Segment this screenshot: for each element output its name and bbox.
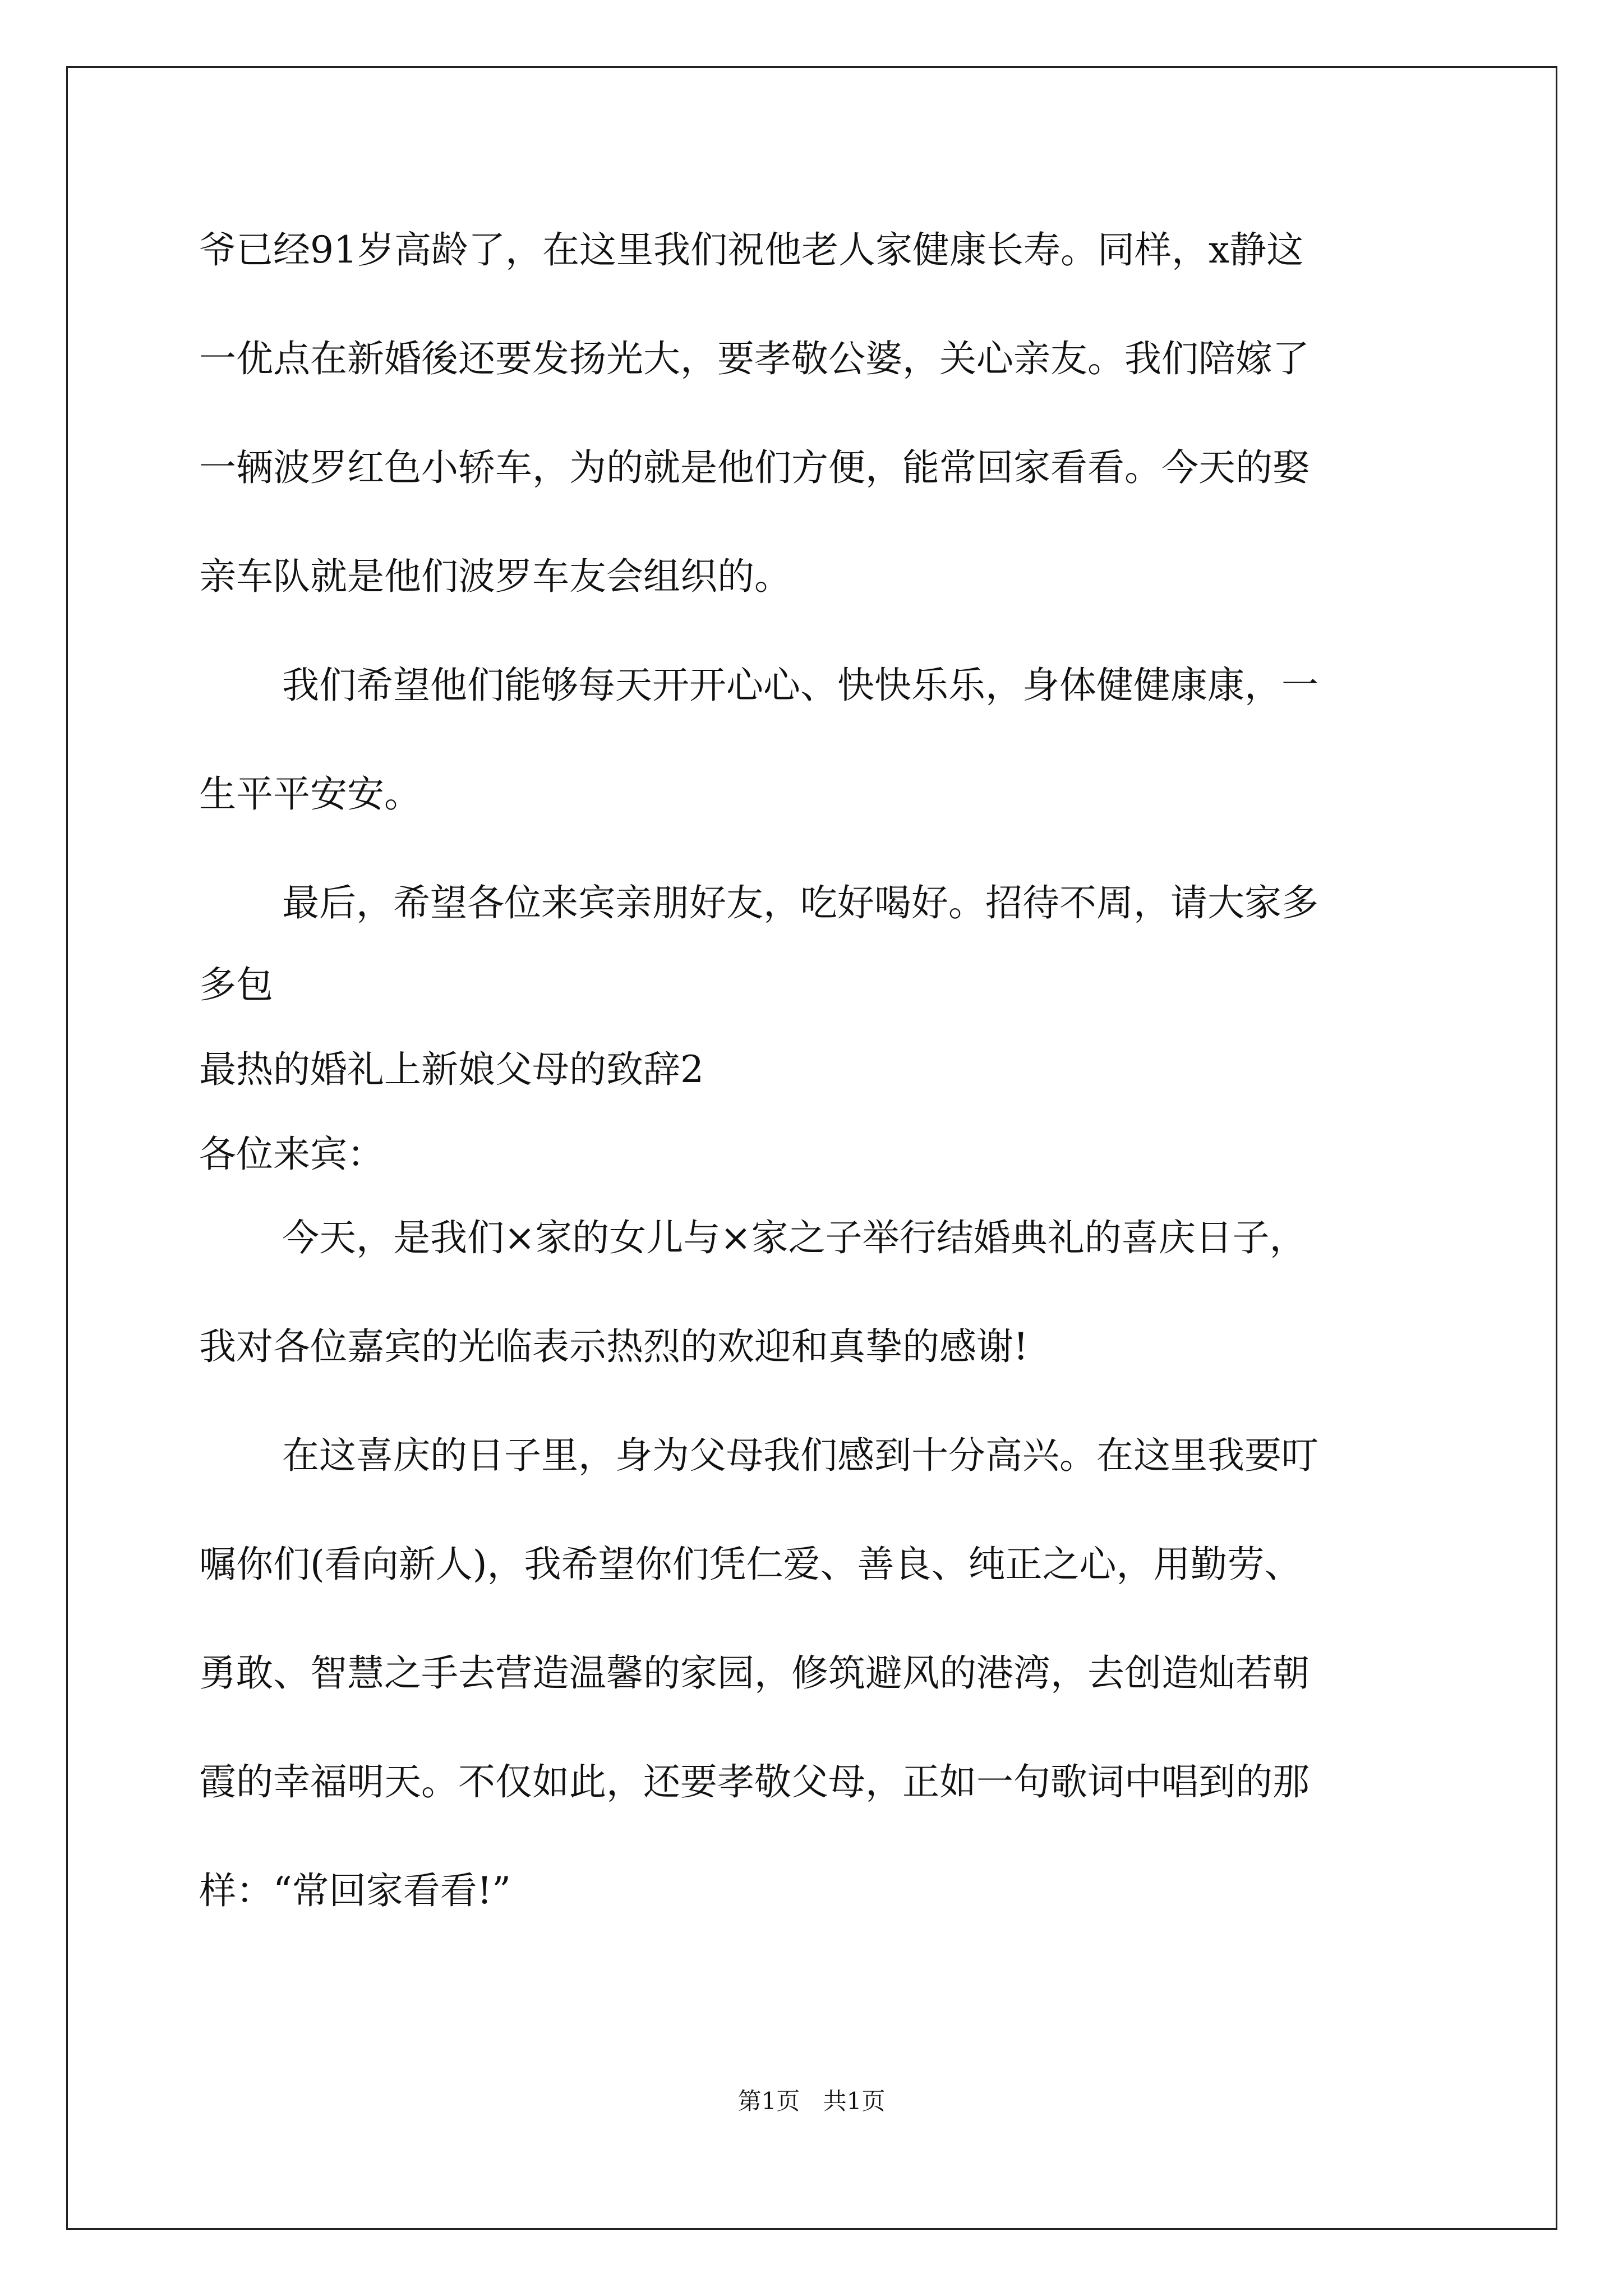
text-line: 一辆波罗红色小轿车，为的就是他们方便，能常回家看看。今天的娶 — [199, 446, 1310, 489]
text-line: 爷已经91岁高龄了，在这里我们祝他老人家健康长寿。同样，x静这 — [199, 228, 1304, 272]
section-heading: 最热的婚礼上新娘父母的致辞2 — [199, 1048, 704, 1091]
text-line: 霞的幸福明天。不仅如此，还要孝敬父母，正如一句歌词中唱到的那 — [199, 1760, 1310, 1803]
text-line: 一优点在新婚後还要发扬光大，要孝敬公婆，关心亲友。我们陪嫁了 — [199, 337, 1310, 380]
text-line: 多包 — [199, 963, 273, 1006]
text-line: 嘱你们(看向新人)，我希望你们凭仁爱、善良、纯正之心，用勤劳、 — [199, 1543, 1302, 1586]
text-line: 样：“常回家看看!” — [199, 1869, 511, 1912]
paragraph-start-line: 今天，是我们×家的女儿与×家之子举行结婚典礼的喜庆日子， — [282, 1216, 1307, 1259]
text-line: 生平平安安。 — [199, 772, 421, 816]
paragraph-start-line: 在这喜庆的日子里，身为父母我们感到十分高兴。在这里我要叮 — [282, 1434, 1318, 1477]
paragraph-start-line: 最后，希望各位来宾亲朋好友，吃好喝好。招待不周，请大家多 — [282, 881, 1318, 924]
text-line: 我对各位嘉宾的光临表示热烈的欢迎和真挚的感谢! — [199, 1325, 1029, 1368]
text-line: 亲车队就是他们波罗车友会组织的。 — [199, 555, 791, 598]
paragraph-start-line: 我们希望他们能够每天开开心心、快快乐乐，身体健健康康，一 — [282, 664, 1318, 707]
salutation-line: 各位来宾： — [199, 1133, 384, 1176]
page-footer — [0, 2085, 1623, 2118]
text-line: 勇敢、智慧之手去营造温馨的家园，修筑避风的港湾，去创造灿若朝 — [199, 1651, 1310, 1695]
page-number-label: 第1页 — [737, 2087, 800, 2115]
page-total-label: 共1页 — [823, 2087, 886, 2115]
